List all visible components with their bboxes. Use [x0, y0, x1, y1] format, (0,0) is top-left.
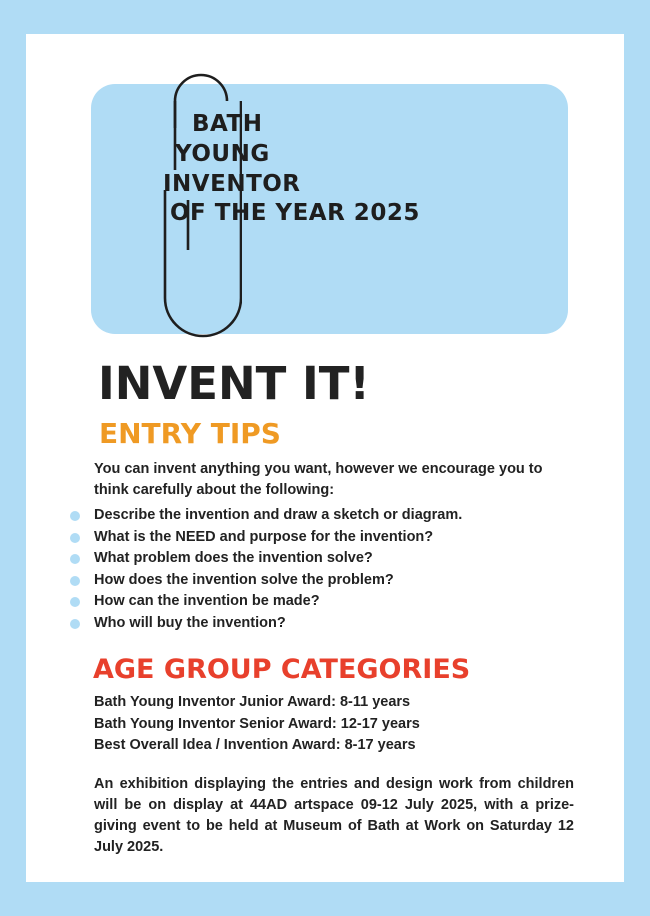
list-item-text: What is the NEED and purpose for the invention? [94, 528, 434, 545]
age-group-item: Bath Young Inventor Senior Award: 12-17 years [94, 715, 420, 732]
exhibition-paragraph: An exhibition displaying the entries and design work from children will be on display at 44AD artspace 09-12 July 2025, with a prize-giving event to be held at Museum of Bath at Work on Saturday 12 July 2025. [94, 776, 574, 855]
age-group-item: Best Overall Idea / Invention Award: 8-17 years [94, 737, 416, 754]
logo-line-inventor: INVENTOR [163, 171, 301, 197]
bullet-icon [70, 619, 80, 629]
list-item-text: What problem does the invention solve? [94, 550, 373, 567]
list-item-text: Who will buy the invention? [94, 614, 286, 631]
logo-line-year: OF THE YEAR 2025 [170, 200, 420, 226]
list-item [94, 613, 462, 635]
bullet-icon [70, 597, 80, 607]
list-item-text: Describe the invention and draw a sketch or diagram. [94, 507, 463, 523]
bullet-icon [70, 554, 80, 564]
logo-line-bath: BATH [192, 111, 263, 137]
entry-tips-heading: ENTRY TIPS [99, 417, 281, 450]
bullet-icon [70, 511, 80, 521]
list-item [94, 505, 462, 527]
bullet-icon [70, 533, 80, 543]
list-item-text: How can the invention be made? [94, 593, 320, 610]
list-item [94, 570, 462, 592]
bullet-icon [70, 576, 80, 586]
list-item [94, 548, 462, 570]
list-item [94, 527, 462, 549]
list-item [94, 591, 462, 613]
list-item-text: How does the invention solve the problem? [94, 571, 394, 588]
page-title: INVENT IT! [98, 357, 370, 410]
age-groups-heading: AGE GROUP CATEGORIES [93, 654, 471, 685]
age-groups-list [94, 692, 420, 757]
entry-tips-list [94, 505, 462, 635]
age-group-item: Bath Young Inventor Junior Award: 8-11 years [94, 694, 411, 710]
logo-line-young: YOUNG [175, 141, 270, 167]
poster-page [26, 34, 624, 882]
entry-tips-intro: You can invent anything you want, however we encourage you to think carefully about the following: [94, 461, 543, 498]
